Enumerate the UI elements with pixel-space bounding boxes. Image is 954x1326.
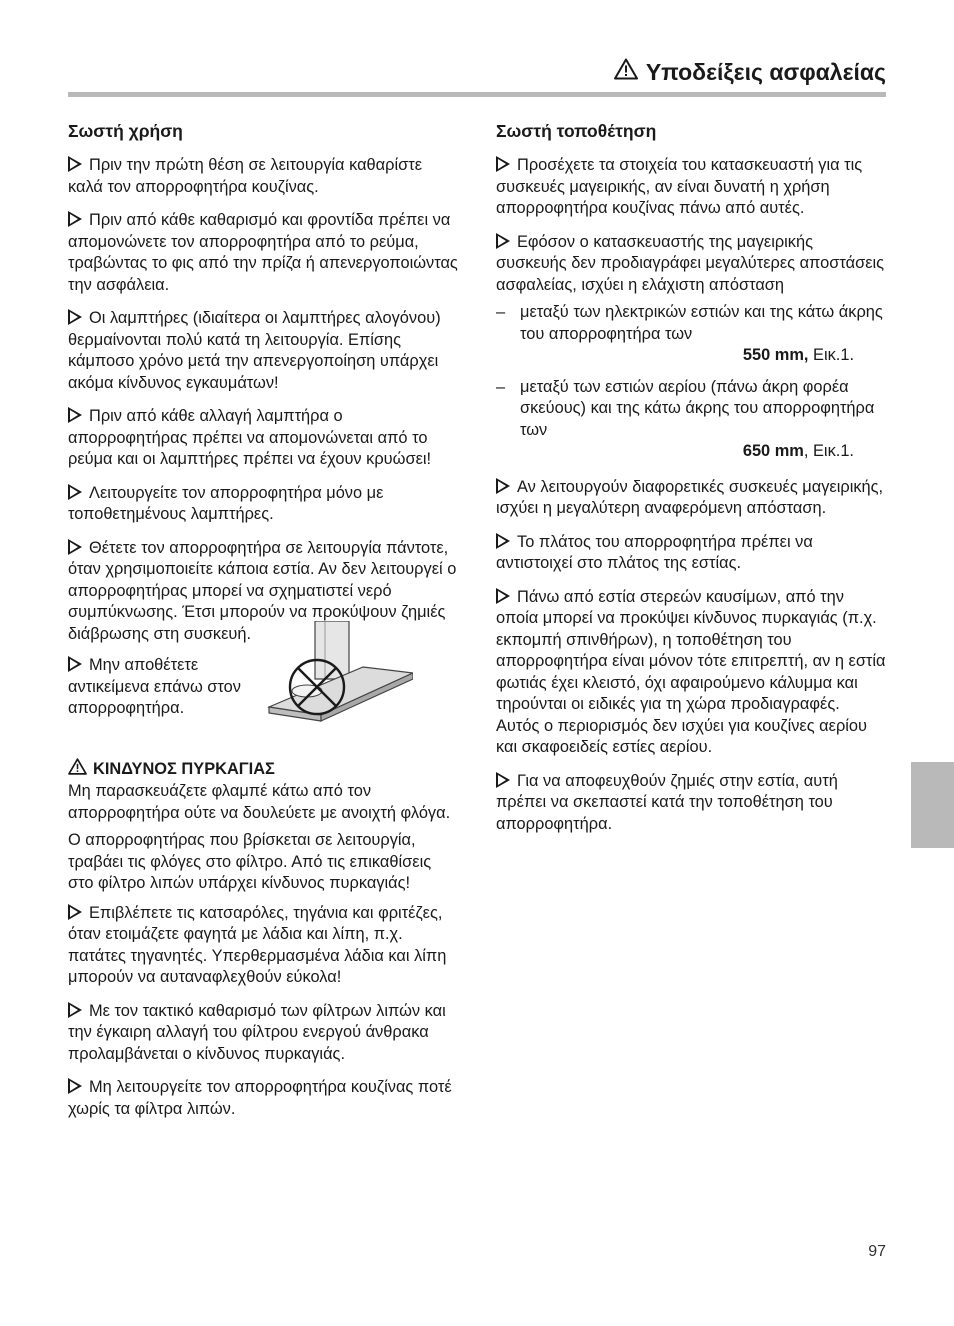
left-column <box>68 120 460 1132</box>
distance-item-electric: – μεταξύ των ηλεκτρικών εστιών και της κάτω άκρης του απορροφητήρα των 550 mm, Εικ.1. <box>496 303 883 364</box>
instruction-item: Λειτουργείτε τον απορροφητήρα μόνο με τοποθετημένους λαμπτήρες. <box>68 483 384 523</box>
instruction-item: Πριν την πρώτη θέση σε λειτουργία καθαρίστε καλά τον απορροφητήρα κουζίνας. <box>68 156 422 196</box>
arrow-bullet-icon <box>496 772 510 788</box>
instruction-item: Μη λειτουργείτε τον απορροφητήρα κουζίνας ποτέ χωρίς τα φίλτρα λιπών. <box>68 1078 452 1118</box>
arrow-bullet-icon <box>68 1002 82 1018</box>
arrow-bullet-icon <box>68 484 82 500</box>
instruction-item: Επιβλέπετε τις κατσαρόλες, τηγάνια και φριτέζες, όταν ετοιμάζετε φαγητά με λάδια και λίπη, π.χ. πατάτες τηγανητές. Υπερθερμασμένα λάδια και λίπη μπορούν να αυταναφλεχθούν εύκολα! <box>68 903 447 986</box>
instruction-item: Θέτετε τον απορροφητήρα σε λειτουργία πάντοτε, όταν χρησιμοποιείτε κάποια εστία. Αν δεν λειτουργεί ο απορροφητήρας μπορεί να σχηματιστεί νερό συμπύκνωσης. Έτσι μπορούν να προκύψουν ζημιές διάβρωσης στη συσκευή. <box>68 538 457 643</box>
instruction-item: Πάνω από εστία στερεών καυσίμων, από την οποία μπορεί να προκύψει κίνδυνος πυρκαγιάς (π.χ. εκπομπή σπινθήρων), η τοποθέτηση του απορροφητήρα είναι μόνον τότε επιτρεπτή, αν η εστία φωτιάς έχει κλειστό, όχι αφαιρούμενο κάλυμμα και τηρούνται οι ειδικές για τη χώρα προδιαγραφές. Αυτός ο περιορισμός δεν ισχύει για κουζίνες αερίου και σκαφοειδείς εστίες αερίου. <box>496 587 886 756</box>
fire-danger-text: Μη παρασκευάζετε φλαμπέ κάτω από τον απορροφητήρα ούτε να δουλεύετε με ανοιχτή φλόγα. <box>68 782 451 822</box>
instruction-item: Το πλάτος του απορροφητήρα πρέπει να αντιστοιχεί στο πλάτος της εστίας. <box>496 532 813 572</box>
fire-danger-heading: ΚΙΝΔΥΝΟΣ ΠΥΡΚΑΓΙΑΣ <box>68 758 460 782</box>
header-divider <box>68 92 886 97</box>
chapter-tab <box>911 762 954 848</box>
instruction-item: Οι λαμπτήρες (ιδιαίτερα οι λαμπτήρες αλογόνου) θερμαίνονται πολύ κατά τη λειτουργία. Επίσης κάμποσο χρόνο μετά την απενεργοποίηση υπάρχει ακόμα κίνδυνος εγκαυμάτων! <box>68 309 441 392</box>
fire-danger-text: Ο απορροφητήρας που βρίσκεται σε λειτουργία, τραβάει τις φλόγες στο φίλτρο. Από τις επικαθίσεις στο φίλτρο λιπών υπάρχει κίνδυνος πυρκαγιάς! <box>68 831 432 892</box>
arrow-bullet-icon <box>68 904 82 920</box>
instruction-item: Αν λειτουργούν διαφορετικές συσκευές μαγειρικής, ισχύει η μεγαλύτερη αναφερόμενη απόσταση. <box>496 477 884 517</box>
instruction-item: Για να αποφευχθούν ζημιές στην εστία, αυτή πρέπει να σκεπαστεί κατά την τοποθέτηση του απορροφητήρα. <box>496 771 838 833</box>
instruction-item: Πριν από κάθε καθαρισμό και φροντίδα πρέπει να απομονώνετε τον απορροφητήρα από το ρεύμα, τραβώντας το φις από την πρίζα ή απενεργοποιώντας την ασφάλεια. <box>68 211 458 294</box>
instruction-item: Εφόσον ο κατασκευαστής της μαγειρικής συσκευής δεν προδιαγράφει μεγαλύτερες αποστάσεις ασφαλείας, ισχύει η ελάχιστη απόσταση <box>496 232 885 294</box>
instruction-item: Μην αποθέτετε αντικείμενα επάνω στον απορροφητήρα. <box>68 656 241 717</box>
no-objects-figure-row <box>68 655 460 732</box>
arrow-bullet-icon <box>68 156 82 172</box>
arrow-bullet-icon <box>496 533 510 549</box>
section-heading-correct-installation: Σωστή τοποθέτηση <box>496 121 657 141</box>
arrow-bullet-icon <box>496 588 510 604</box>
arrow-bullet-icon <box>496 478 510 494</box>
instruction-item: Πριν από κάθε αλλαγή λαμπτήρα ο απορροφητήρας πρέπει να απομονώνεται από το ρεύμα και οι λαμπτήρες πρέπει να έχουν κρυώσει! <box>68 407 432 468</box>
arrow-bullet-icon <box>496 156 510 172</box>
warning-icon <box>614 58 638 86</box>
page-header <box>614 58 886 86</box>
distance-item-gas: – μεταξύ των εστιών αερίου (πάνω άκρη φορέα σκεύους) και της κάτω άκρης του απορροφητήρα των 650 mm, Εικ.1. <box>496 377 875 460</box>
arrow-bullet-icon <box>68 211 82 227</box>
section-heading-correct-use: Σωστή χρήση <box>68 121 183 141</box>
warning-icon <box>68 758 87 782</box>
instruction-item: Με τον τακτικό καθαρισμό των φίλτρων λιπών και την έγκαιρη αλλαγή του φίλτρου ενεργού άνθρακα προλαμβάνεται ο κίνδυνος πυρκαγιάς. <box>68 1001 446 1063</box>
right-column <box>496 120 886 847</box>
page-number: 97 <box>868 1243 886 1260</box>
arrow-bullet-icon <box>68 1078 82 1094</box>
arrow-bullet-icon <box>68 656 82 672</box>
arrow-bullet-icon <box>68 309 82 325</box>
arrow-bullet-icon <box>496 233 510 249</box>
arrow-bullet-icon <box>68 407 82 423</box>
page-title: Υποδείξεις ασφαλείας <box>645 58 886 85</box>
instruction-item: Προσέχετε τα στοιχεία του κατασκευαστή για τις συσκευές μαγειρικής, αν είναι δυνατή η χρήση απορροφητήρα κουζίνας πάνω από αυτές. <box>496 156 863 217</box>
no-objects-illustration <box>267 621 413 732</box>
arrow-bullet-icon <box>68 539 82 555</box>
